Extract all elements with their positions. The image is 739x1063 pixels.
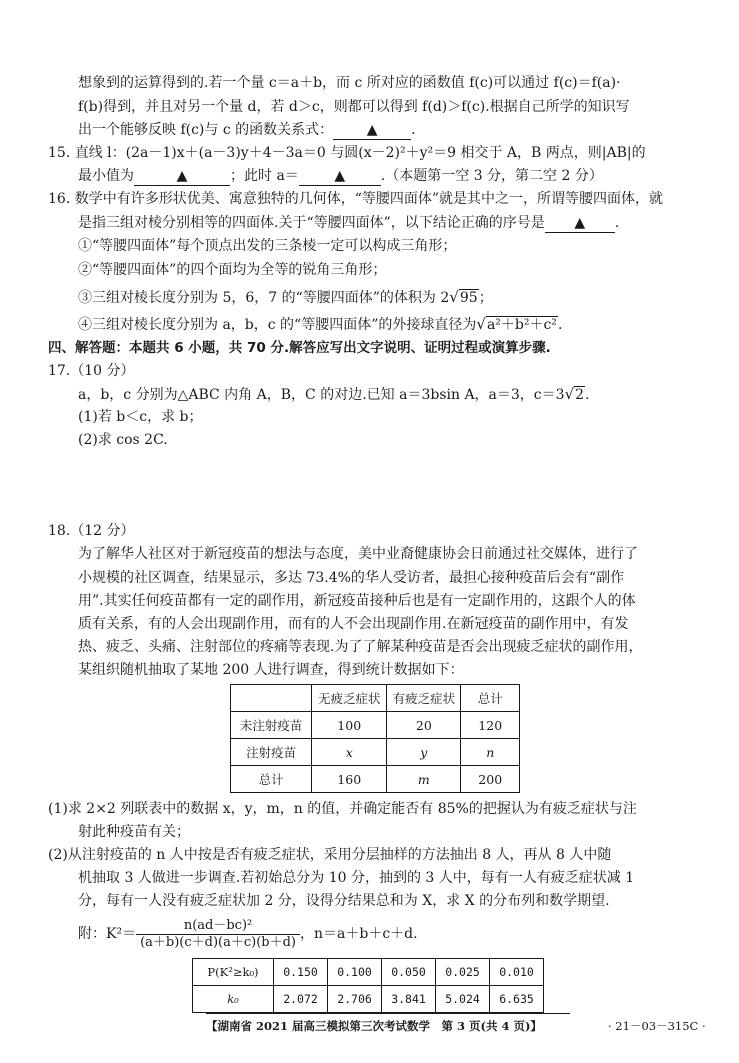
q16-sqrt-sum: a²＋b²＋c² bbox=[486, 317, 557, 333]
q18-part-2-line-3: 分，每有一人没有疲乏症状加 2 分，设得分结果总和为 X，求 X 的分布列和数学期望. bbox=[78, 893, 610, 909]
table-row: 注射疫苗 x y n bbox=[231, 739, 520, 766]
q18-part-1-line-2: 射此种疫苗有关； bbox=[78, 824, 190, 840]
q17-part-2: (2)求 cos 2C. bbox=[78, 432, 168, 448]
q16-option-3: ③三组对棱长度分别为 5，6，7 的“等腰四面体”的体积为 2√95； bbox=[78, 288, 493, 306]
table-row: P(K²≥k₀) 0.150 0.100 0.050 0.025 0.010 bbox=[193, 959, 544, 986]
q18-part-2-line-1: (2)从注射疫苗的 n 人中按是否有疲乏症状，采用分层抽样的方法抽出 8 人，再从 8 人中随 bbox=[48, 847, 612, 863]
q14-line-1: 想象到的运算得到的.若一个量 c＝a＋b，而 c 所对应的函数值 f(c)可以通过 f(c)＝f(a)· bbox=[78, 75, 621, 91]
q18-line-3: 用”.其实任何疫苗都有一定的副作用，新冠疫苗接种后也是有一定副作用的，这跟个人的体 bbox=[78, 593, 636, 609]
q18-line-6: 某组织随机抽取了某地 200 人进行调查，得到统计数据如下： bbox=[78, 662, 464, 678]
q17-heading: 17.（10 分） bbox=[48, 363, 135, 379]
q17-stem: a，b，c 分别为△ABC 内角 A，B，C 的对边.已知 a＝3bsin A，a＝3，c＝3√2. bbox=[78, 385, 590, 403]
q16-option-2: ②“等腰四面体”的四个面均为全等的锐角三角形； bbox=[78, 262, 387, 278]
q18-part-1-line-1: (1)求 2×2 列联表中的数据 x，y，m，n 的值，并确定能否有 85%的把握认为有疲乏症状与注 bbox=[48, 801, 637, 817]
footer-page-info: 【湖南省 2021 届高三模拟第三次考试数学 第 3 页(共 4 页)】 bbox=[206, 1019, 542, 1033]
q16-line-2: 是指三组对棱分别相等的四面体.关于“等腰四面体”，以下结论正确的序号是 ▲ . bbox=[78, 215, 620, 231]
k-squared-formula: 附：K²＝ $\frac{\text{n(ad－bc)²}}{(a+b)(c+d)(a+c)(b+d)}$ ，n＝a＋b＋c＋d. bbox=[78, 917, 418, 950]
q15-blank-2: ▲ bbox=[299, 167, 381, 186]
q16-sqrt-95: 95 bbox=[459, 290, 478, 306]
q14-line-3: 出一个能够反映 f(c)与 c 的函数关系式： ▲ . bbox=[78, 122, 416, 138]
q15-line-1: 15. 直线 l：(2a－1)x＋(a－3)y＋4－3a＝0 与圆(x－2)²＋y²＝9 相交于 A，B 两点，则|AB|的 bbox=[48, 145, 646, 161]
q15-blank-1: ▲ bbox=[134, 167, 230, 186]
q18-part-2-line-2: 机抽取 3 人做进一步调查.若初始总分为 10 分，抽到的 3 人中，每有一人有疲乏症状减 1 bbox=[78, 870, 635, 886]
formula-fraction: $\frac{\text{n(ad－bc)²}}{(a+b)(c+d)(a+c)(b+d)}$ bbox=[136, 918, 300, 951]
q18-heading: 18.（12 分） bbox=[48, 523, 135, 539]
q14-answer-blank: ▲ bbox=[333, 121, 411, 140]
q17-sqrt-2: 2 bbox=[575, 387, 585, 403]
critical-value-table bbox=[192, 958, 544, 1013]
table-row: k₀ 2.072 2.706 3.841 5.024 6.635 bbox=[193, 986, 544, 1013]
table-row: 总计 160 m 200 bbox=[231, 766, 520, 793]
q16-line-1: 16. 数学中有许多形状优美、寓意独特的几何体，“等腰四面体”就是其中之一，所谓等腰四面体，就 bbox=[48, 191, 664, 207]
q14-line-2: f(b)得到，并且对另一个量 d，若 d＞c，则都可以得到 f(d)＞f(c).根据自己所学的知识写 bbox=[78, 99, 630, 115]
q18-line-5: 热、疲乏、头痛、注射部位的疼痛等表现.为了了解某种疫苗是否会出现疲乏症状的副作用， bbox=[78, 639, 643, 655]
footer-rule bbox=[206, 1013, 570, 1014]
q18-line-4: 质有关系，有的人会出现副作用，而有的人不会出现副作用.在新冠疫苗的副作用中，有发 bbox=[78, 616, 629, 632]
section-4-heading: 四、解答题：本题共 6 小题，共 70 分.解答应写出文字说明、证明过程或演算步骤. bbox=[48, 340, 551, 356]
contingency-table bbox=[230, 684, 520, 793]
table-row: 未注射疫苗 100 20 120 bbox=[231, 712, 520, 739]
q18-line-2: 小规模的社区调查，结果显示，多达 73.4%的华人受访者，最担心接种疫苗后会有“副作 bbox=[78, 570, 625, 586]
q16-option-1: ①“等腰四面体”每个顶点出发的三条棱一定可以构成三角形； bbox=[78, 238, 457, 254]
q15-line-2: 最小值为 ▲ ；此时 a＝ ▲ .（本题第一空 3 分，第二空 2 分） bbox=[78, 168, 603, 184]
q16-answer-blank: ▲ bbox=[545, 214, 615, 233]
q16-option-4: ④三组对棱长度分别为 a，b，c 的“等腰四面体”的外接球直径为√a²＋b²＋c². bbox=[78, 315, 563, 333]
table-row: 无疲乏症状 有疲乏症状 总计 bbox=[231, 685, 520, 712]
footer-code: · 21－03－315C · bbox=[608, 1019, 706, 1033]
q18-line-1: 为了解华人社区对于新冠疫苗的想法与态度，美中业裔健康协会日前通过社交媒体，进行了 bbox=[78, 546, 638, 562]
q17-part-1: (1)若 b＜c，求 b； bbox=[78, 409, 203, 425]
